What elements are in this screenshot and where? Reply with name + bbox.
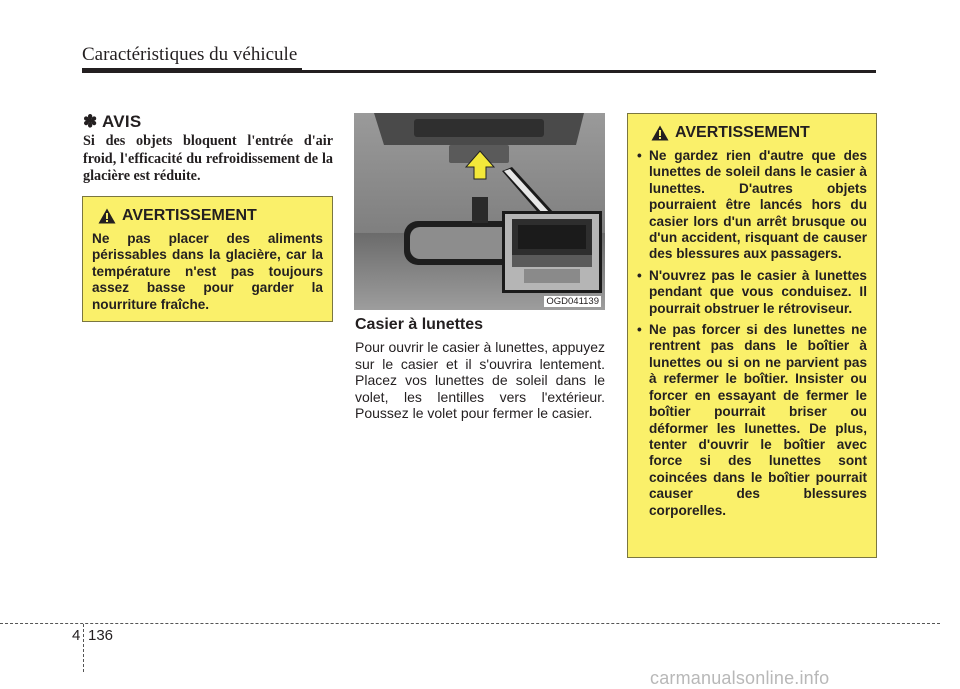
- avis-text: Si des objets bloquent l'entrée d'air froid, l'efficacité du refroidissement de la glacière est réduite.: [83, 133, 333, 184]
- warning-text: Ne pas placer des aliments périssables dans la glacière, car la température n'est pas toujours assez basse pour garder la nourriture fraîche.: [92, 231, 323, 312]
- warning-box-left: [82, 196, 333, 322]
- photo-illustration: [354, 113, 605, 310]
- warning-heading: [92, 207, 323, 225]
- watermark: carmanualsonline.info: [650, 668, 830, 688]
- section-text: Pour ouvrir le casier à lunettes, appuyez sur le casier et il s'ouvrira lentement. Placez vos lunettes de soleil dans le volet, les lentilles vers l'extérieur. Poussez le volet pour fermer le casier.: [355, 339, 605, 422]
- chapter-number: 4: [72, 627, 81, 644]
- warning-title: AVERTISSEMENT: [675, 124, 810, 141]
- page-header-title: Caractéristiques du véhicule: [82, 44, 298, 65]
- avis-title: AVIS: [101, 112, 142, 131]
- warning-title: AVERTISSEMENT: [122, 207, 257, 224]
- avis-heading: [83, 112, 142, 132]
- warning-triangle-icon: [98, 208, 116, 224]
- header-rule: [82, 70, 876, 73]
- photo-caption: OGD041139: [546, 296, 599, 307]
- warning-list-item: • N'ouvrez pas le casier à lunettes pendant que vous conduisez. Il pourrait obstruer le rétroviseur.: [637, 268, 867, 317]
- asterisk-icon: ✽: [83, 112, 98, 131]
- warning-list-item: • Ne gardez rien d'autre que des lunettes de soleil dans le casier à lunettes. D'autres objets pourraient être lancés hors du casier lors d'un arrêt brusque ou d'un accident, risquant de causer des blessures aux passagers.: [637, 148, 867, 263]
- warning-list: [637, 148, 867, 519]
- sunglass-holder-photo: [354, 113, 605, 310]
- warning-box-right: [627, 113, 877, 558]
- footer-rule: [0, 623, 940, 624]
- section-title: Casier à lunettes: [355, 316, 484, 333]
- page-number: 136: [88, 627, 114, 644]
- warning-list-item: • Ne pas forcer si des lunettes ne rentrent pas dans le boîtier à lunettes ou si on ne parvient pas à refermer le boîtier. Insister ou forcer en essayant de fermer le boîtier pourrait briser ou déformer les lunettes. De plus, tenter d'ouvrir le boîtier avec force si des lunettes sont coincées dans le boîtier pourrait causer des blessures corporelles.: [637, 322, 867, 519]
- footer-divider: [83, 624, 84, 672]
- warning-triangle-icon: [651, 125, 669, 141]
- warning-heading: [637, 124, 867, 142]
